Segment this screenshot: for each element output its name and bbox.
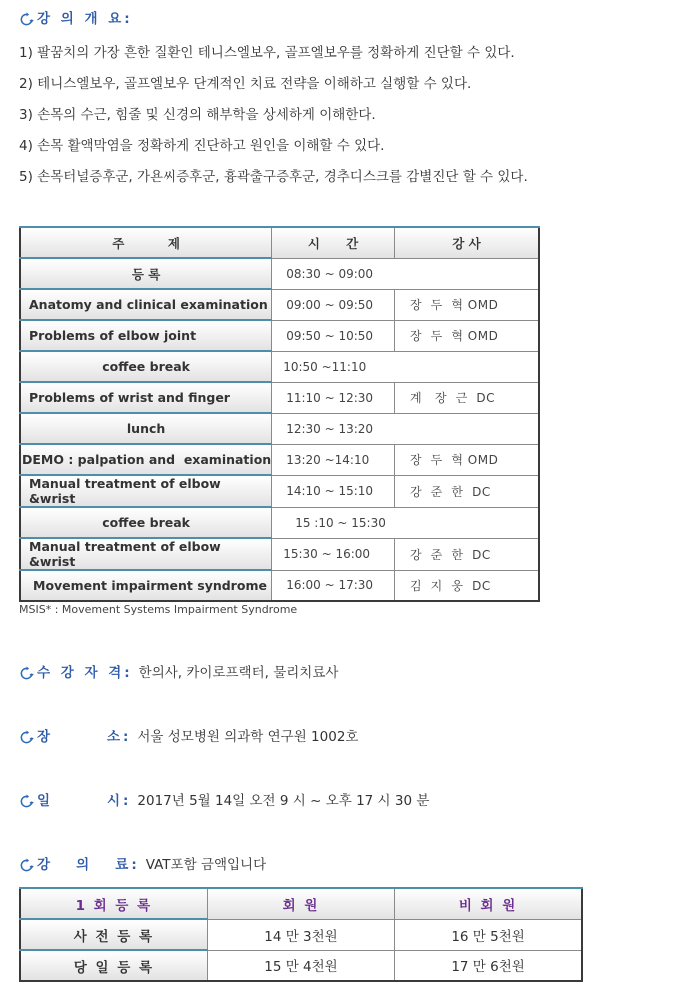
objective-item: 2) 테니스엘보우, 골프엘보우 단계적인 치료 전략을 이해하고 실행할 수 있다. [19,76,472,92]
datetime-value: 2017년 5월 14일 오전 9 시 ~ 오후 17 시 30 분 [137,793,430,809]
refresh-icon [19,12,34,27]
time-cell: 14:10 ~ 15:10 [272,475,395,507]
objective-item: 3) 손목의 수근, 힘줄 및 신경의 해부학을 상세하게 이해한다. [19,107,376,123]
location-value: 서울 성모병원 의과학 연구원 1002호 [137,729,359,745]
header-lecturer: 강 사 [394,227,539,258]
table-row [20,289,539,320]
header-member: 회 원 [207,888,394,919]
nonmember-fee: 17 만 6천원 [395,950,582,981]
table-row [20,413,539,444]
qualification-value: 한의사, 카이로프랙터, 물리치료사 [138,665,339,681]
time-cell: 15:30 ~ 16:00 [272,538,395,570]
objective-item: 1) 팔꿈치의 가장 흔한 질환인 테니스엘보우, 골프엘보우를 정확하게 진단할 수 있다. [19,45,515,61]
time-cell: 16:00 ~ 17:30 [272,570,395,601]
time-cell: 10:50 ~11:10 [272,351,539,382]
table-row [20,320,539,351]
fee-heading [19,856,266,874]
overview-label: 강 의 개 요: [37,11,133,27]
lecturer-cell: 김 지 웅 DC [394,570,539,601]
table-row [20,475,539,507]
fee-value: VAT포함 금액입니다 [145,857,267,873]
table-row [20,919,582,950]
member-fee: 15 만 4천원 [207,950,394,981]
schedule-header-row [20,227,539,258]
qualification-label: 수 강 자 격: [37,665,133,681]
lecturer-cell: 장 두 혁 OMD [394,444,539,475]
table-row [20,444,539,475]
topic-cell: Problems of elbow joint [20,320,272,351]
topic-cell: Manual treatment of elbow &wrist [20,538,272,570]
time-cell: 09:50 ~ 10:50 [272,320,395,351]
location-heading [19,728,358,746]
topic-cell: 등 록 [20,258,272,289]
footnote: MSIS* : Movement Systems Impairment Syndrome [19,603,298,616]
objective-item: 4) 손목 활액막염을 정확하게 진단하고 원인을 이해할 수 있다. [19,138,385,154]
table-row [20,538,539,570]
lecturer-cell: 장 두 혁 OMD [394,289,539,320]
qualification-heading [19,664,338,682]
lecturer-cell: 계 장 근 DC [394,382,539,413]
header-topic: 주 제 [20,227,272,258]
fee-label: 강 의 료: [37,857,140,873]
topic-cell: coffee break [20,507,272,538]
location-label: 장 소: [37,729,132,745]
table-row [20,570,539,601]
table-row [20,258,539,289]
header-nonmember: 비 회 원 [395,888,582,919]
table-row [20,950,582,981]
nonmember-fee: 16 만 5천원 [395,919,582,950]
lecturer-cell: 강 준 한 DC [394,475,539,507]
topic-cell: Manual treatment of elbow &wrist [20,475,272,507]
fee-header-row [20,888,582,919]
time-cell: 12:30 ~ 13:20 [272,413,539,444]
time-cell: 11:10 ~ 12:30 [272,382,395,413]
lecturer-cell: 강 준 한 DC [394,538,539,570]
objective-item: 5) 손목터널증후군, 가욘씨증후군, 흉곽출구증후군, 경추디스크를 감별진단 할 수 있다. [19,169,528,185]
topic-cell: Movement impairment syndrome [20,570,272,601]
table-row [20,507,539,538]
header-registration: 1 회 등 록 [20,888,207,919]
refresh-icon [19,858,34,873]
topic-cell: DEMO : palpation and examination [20,444,272,475]
member-fee: 14 만 3천원 [207,919,394,950]
fee-table [19,887,583,982]
topic-cell: coffee break [20,351,272,382]
lecturer-cell: 장 두 혁 OMD [394,320,539,351]
topic-cell: lunch [20,413,272,444]
refresh-icon [19,730,34,745]
time-cell: 13:20 ~14:10 [272,444,395,475]
datetime-label: 일 시: [37,793,132,809]
table-row [20,382,539,413]
header-time: 시 간 [272,227,395,258]
refresh-icon [19,666,34,681]
time-cell: 08:30 ~ 09:00 [272,258,539,289]
refresh-icon [19,794,34,809]
overview-heading [19,10,133,28]
schedule-table [19,226,540,602]
table-row [20,351,539,382]
time-cell: 15 :10 ~ 15:30 [272,507,539,538]
topic-cell: Problems of wrist and finger [20,382,272,413]
registration-type: 사 전 등 록 [20,919,207,950]
datetime-heading [19,792,429,810]
registration-type: 당 일 등 록 [20,950,207,981]
time-cell: 09:00 ~ 09:50 [272,289,395,320]
topic-cell: Anatomy and clinical examination [20,289,272,320]
